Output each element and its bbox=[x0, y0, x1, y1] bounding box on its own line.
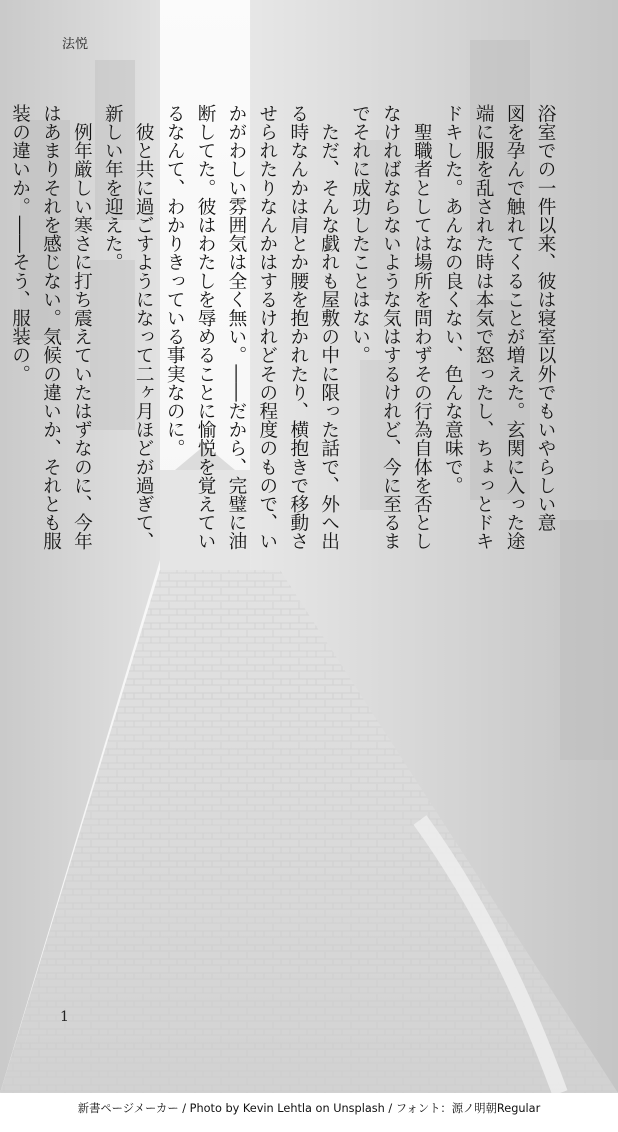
text-line: なければならないような気はするけれど、今に至るま bbox=[380, 104, 402, 551]
text-line: 例年厳しい寒さに打ち震えていたはずなのに、今年 bbox=[71, 104, 93, 551]
text-line: でそれに成功したことはない。 bbox=[349, 104, 371, 365]
text-line: 新しい年を迎えた。 bbox=[102, 104, 124, 272]
text-line: 断してた。彼はわたしを辱めることに愉悦を覚えてい bbox=[195, 104, 217, 551]
text-line bbox=[0, 104, 4, 1004]
text-line: 彼と共に過ごすようになって二ヶ月ほどが過ぎて、 bbox=[133, 104, 155, 551]
text-line: はあまりそれを感じない。気候の違いか、それとも服 bbox=[40, 104, 62, 551]
running-header-title: 法悦 bbox=[62, 37, 89, 52]
text-line: 浴室での一件以来、彼は寝室以外でもいやらしい意 bbox=[535, 104, 556, 532]
vertical-body-text bbox=[0, 104, 560, 1004]
page-number: 1 bbox=[60, 1009, 69, 1025]
text-line: 端に服を乱された時は本気で怒ったし、ちょっとドキ bbox=[473, 104, 495, 551]
text-line: かがわしい雰囲気は全く無い。――だから、完璧に油 bbox=[225, 104, 247, 551]
text-line: るなんて、わかりきっている事実なのに。 bbox=[164, 104, 186, 458]
text-line: る時なんかは肩とか腰を抱かれたり、横抱きで移動さ bbox=[287, 104, 309, 551]
text-line: 図を孕んで触れてくることが増えた。玄関に入った途 bbox=[504, 104, 526, 551]
text-line: ただ、そんな戯れも屋敷の中に限った話で、外へ出 bbox=[318, 104, 340, 551]
text-line: せられたりなんかはするけれどその程度のもので、い bbox=[256, 104, 278, 551]
text-line: ドキした。あんなの良くない、色んな意味で。 bbox=[442, 104, 464, 495]
text-line: 装の違いか。――そう、服装の。 bbox=[9, 104, 31, 383]
credit-footer: 新書ページメーカー / Photo by Kevin Lehtla on Unsplash / フォント：源ノ明朝Regular bbox=[77, 1102, 541, 1115]
text-line: 聖職者としては場所を問わずその行為自体を否とし bbox=[411, 104, 433, 551]
